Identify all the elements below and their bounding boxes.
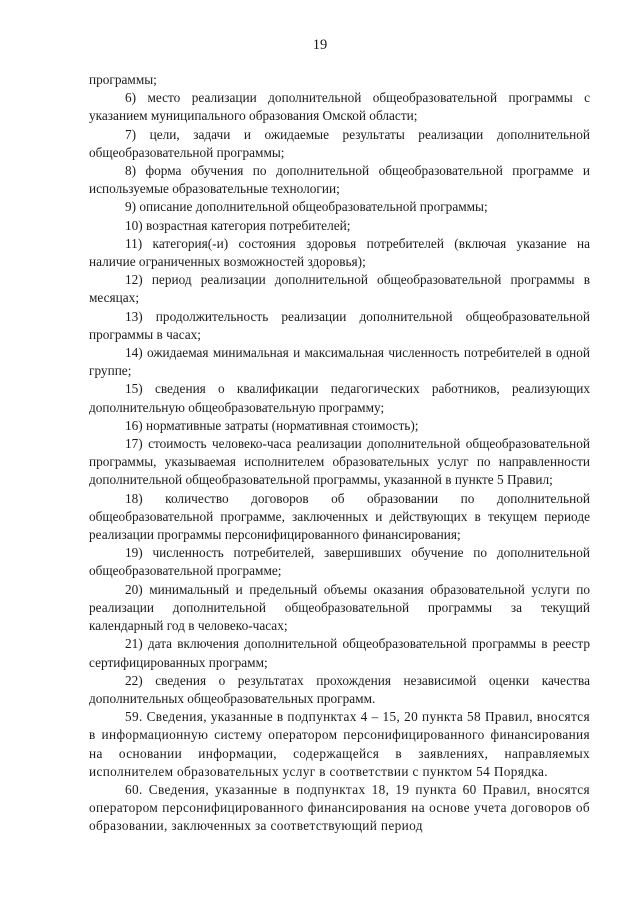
list-item-17: 17) стоимость человеко-часа реализации дополнительной общеобразовательной программы, указываемая исполнителем образовательных услуг по направленности дополнительной общеобразовательной программы, указанной в пункте 5 Правил;: [89, 436, 590, 488]
list-item-9: 9) описание дополнительной общеобразовательной программы;: [125, 199, 488, 215]
list-item-11: 11) категория(-и) состояния здоровья потребителей (включая указание на наличие ограниченных возможностей здоровья);: [89, 235, 590, 270]
document-body: [89, 71, 590, 836]
list-item-18: 18) количество договоров об образовании по дополнительной общеобразовательной программе, заключенных и действующих в текущем периоде реализации программы персонифицированного финансирования;: [89, 490, 590, 543]
paragraph-60: 60. Сведения, указанные в подпунктах 18, 19 пункта 60 Правил, вносятся оператором персонифицированного финансирования на основе учета договоров об образовании, заключенных за соответствующий период: [89, 781, 590, 834]
paragraph-59: 59. Сведения, указанные в подпунктах 4 – 15, 20 пункта 58 Правил, вносятся в информационную систему оператором персонифицированного финансирования на основании информации, содержащейся в заявлениях, направляемых исполнителем образовательных услуг в соответствии с пунктом 54 Порядка.: [89, 709, 590, 779]
list-item-15: 15) сведения о квалификации педагогических работников, реализующих дополнительную общеобразовательную программу;: [89, 381, 590, 415]
list-item-19: 19) численность потребителей, завершивших обучение по дополнительной общеобразовательной программе;: [89, 545, 590, 579]
list-item-16: 16) нормативные затраты (нормативная стоимость);: [125, 417, 419, 433]
paragraph-continuation: программы;: [89, 72, 157, 87]
list-item-21: 21) дата включения дополнительной общеобразовательной программы в реестр сертифицированных программ;: [89, 636, 590, 670]
list-item-8: 8) форма обучения по дополнительной общеобразовательной программе и используемые образовательные технологии;: [89, 163, 590, 197]
list-item-12: 12) период реализации дополнительной общеобразовательной программы в месяцах;: [89, 272, 590, 306]
list-item-13: 13) продолжительность реализации дополнительной общеобразовательной программы в часах;: [89, 308, 590, 342]
list-item-10: 10) возрастная категория потребителей;: [125, 217, 351, 233]
page-number: 19: [312, 37, 328, 53]
list-item-20: 20) минимальный и предельный объемы оказания образовательной услуги по реализации дополнительной общеобразовательной программы за текущий календарный год в человеко-часах;: [89, 581, 590, 634]
list-item-7: 7) цели, задачи и ожидаемые результаты реализации дополнительной общеобразовательной программы;: [89, 126, 590, 160]
list-item-22: 22) сведения о результатах прохождения независимой оценки качества дополнительных общеобразовательных программ.: [89, 672, 590, 706]
list-item-6: 6) место реализации дополнительной общеобразовательной программы с указанием муниципального образования Омской области;: [89, 90, 590, 124]
list-item-14: 14) ожидаемая минимальная и максимальная численность потребителей в одной группе;: [89, 345, 590, 379]
